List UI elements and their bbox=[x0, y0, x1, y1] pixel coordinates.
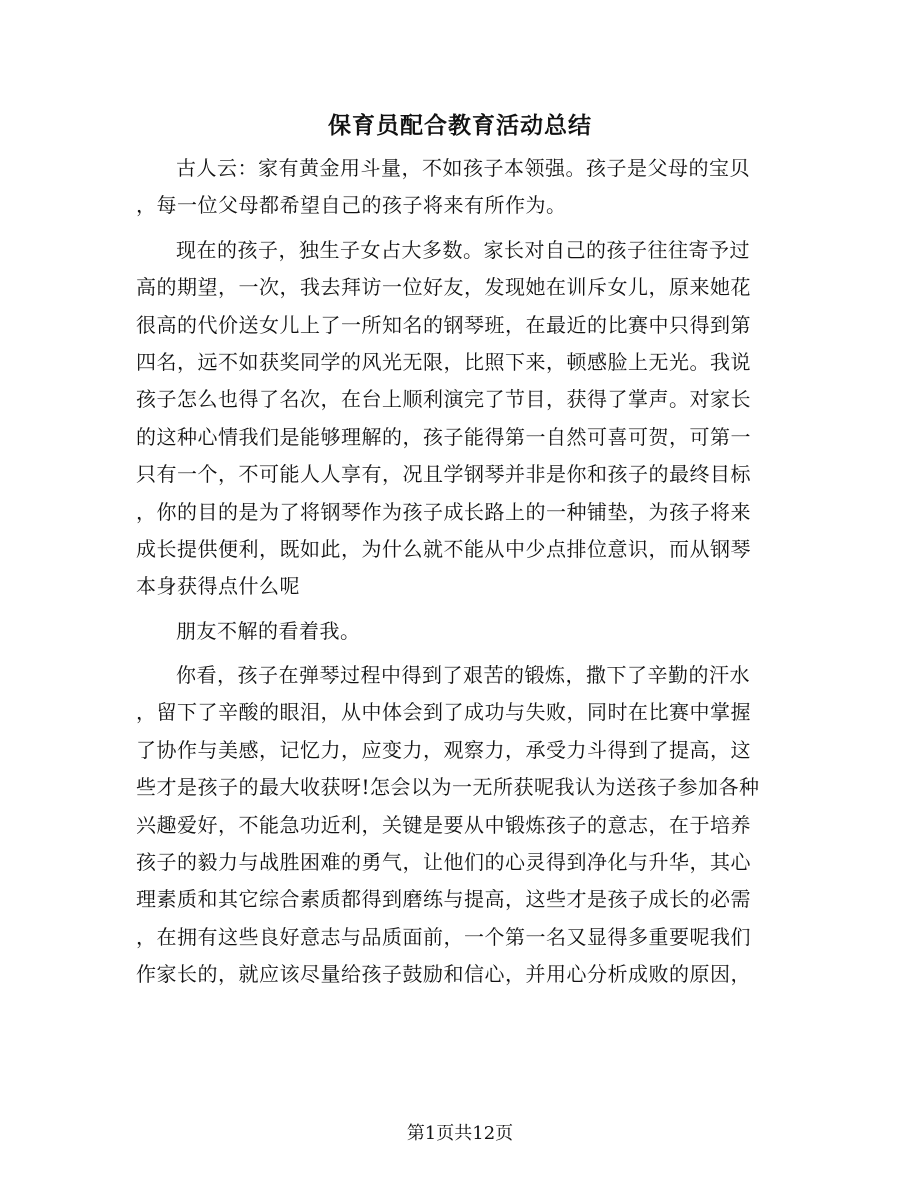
text-line: 很高的代价送女儿上了一所知名的钢琴班，在最近的比赛中只得到第 bbox=[136, 312, 751, 337]
text-line: 朋友不解的看着我。 bbox=[176, 618, 361, 643]
document-title: 保育员配合教育活动总结 bbox=[328, 112, 592, 139]
text-line: 只有一个，不可能人人享有，况且学钢琴并非是你和孩子的最终目标 bbox=[136, 462, 751, 487]
document-body bbox=[136, 150, 786, 994]
text-line: 些才是孩子的最大收获呀!怎会以为一无所获呢我认为送孩子参加各种 bbox=[136, 775, 760, 800]
text-line: ，你的目的是为了将钢琴作为孩子成长路上的一种铺垫，为孩子将来 bbox=[136, 499, 751, 524]
text-line: 现在的孩子，独生子女占大多数。家长对自己的孩子往往寄予过 bbox=[176, 237, 750, 262]
text-line: 成长提供便利，既如此，为什么就不能从中少点排位意识，而从钢琴 bbox=[136, 536, 751, 561]
text-line: ，留下了辛酸的眼泪，从中体会到了成功与失败，同时在比赛中掌握 bbox=[136, 700, 751, 725]
paragraph bbox=[136, 657, 786, 994]
text-line: 兴趣爱好，不能急功近利，关键是要从中锻炼孩子的意志，在于培养 bbox=[136, 812, 751, 837]
text-line: 你看，孩子在弹琴过程中得到了艰苦的锻炼，撒下了辛勤的汗水 bbox=[176, 663, 750, 688]
text-line: 古人云：家有黄金用斗量，不如孩子本领强。孩子是父母的宝贝 bbox=[176, 156, 750, 180]
text-line: 高的期望，一次，我去拜访一位好友，发现她在训斥女儿，原来她花 bbox=[136, 275, 751, 300]
text-line: 四名，远不如获奖同学的风光无限，比照下来，顿感脸上无光。我说 bbox=[136, 349, 751, 374]
text-line: 理素质和其它综合素质都得到磨练与提高，这些才是孩子成长的必需 bbox=[136, 887, 751, 912]
text-line: 的这种心情我们是能够理解的，孩子能得第一自然可喜可贺，可第一 bbox=[136, 424, 751, 449]
paragraph bbox=[136, 150, 786, 225]
text-line: ，在拥有这些良好意志与品质面前，一个第一名又显得多重要呢我们 bbox=[136, 924, 751, 949]
text-line: 孩子的毅力与战胜困难的勇气，让他们的心灵得到净化与升华，其心 bbox=[136, 850, 751, 875]
text-line: 孩子怎么也得了名次，在台上顺利演完了节目，获得了掌声。对家长 bbox=[136, 387, 751, 412]
text-line: ，每一位父母都希望自己的孩子将来有所作为。 bbox=[136, 193, 567, 218]
page-footer: 第1页共12页 bbox=[406, 1123, 514, 1144]
text-line: 本身获得点什么呢 bbox=[136, 574, 300, 599]
text-line: 了协作与美感，记忆力，应变力，观察力，承受力斗得到了提高，这 bbox=[136, 737, 751, 762]
text-line: 作家长的，就应该尽量给孩子鼓励和信心，并用心分析成败的原因， bbox=[136, 962, 751, 987]
paragraph bbox=[136, 613, 786, 650]
paragraph bbox=[136, 232, 786, 606]
